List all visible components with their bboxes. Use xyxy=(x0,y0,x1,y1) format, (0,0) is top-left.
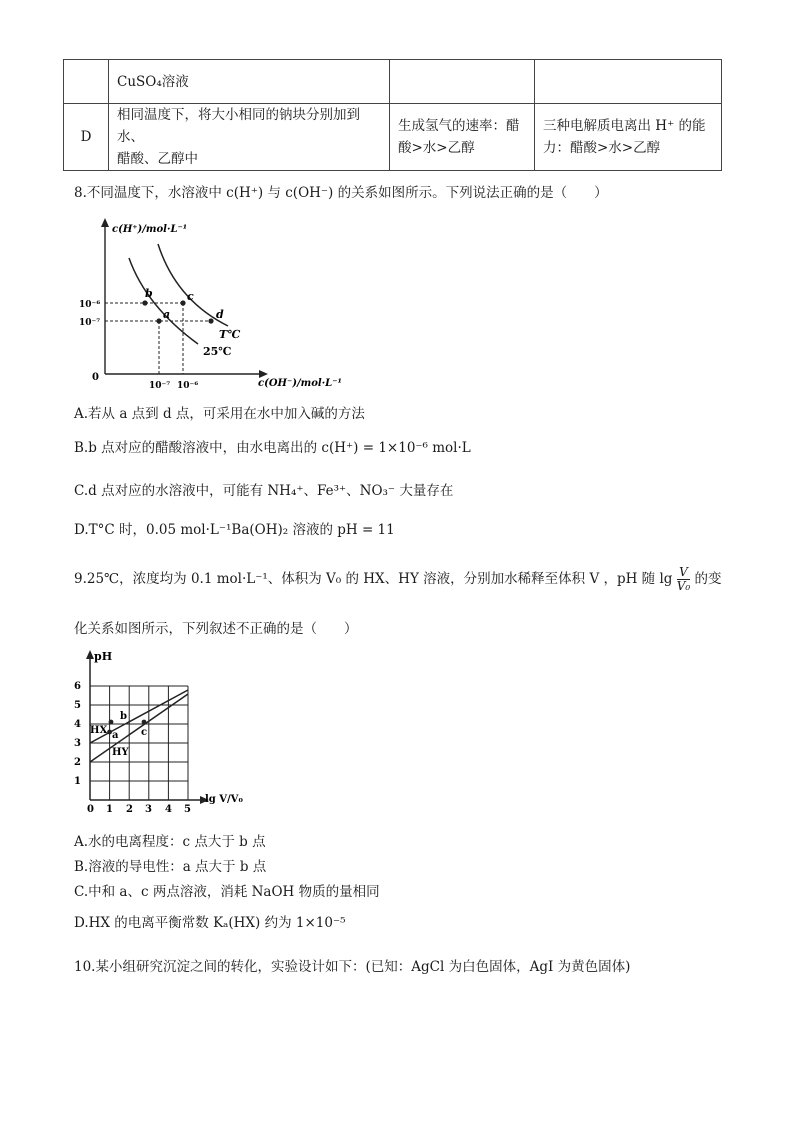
q9-grid xyxy=(90,686,188,800)
q9-x-tick: 2 xyxy=(126,804,133,815)
table-cell: D xyxy=(64,104,109,171)
question-9-stem-line2: 化关系如图所示，下列叙述不正确的是（ ） xyxy=(74,621,358,637)
q9-x-tick: 0 xyxy=(87,804,94,815)
q9-stem-fraction xyxy=(677,566,690,593)
q9-y-tick: 1 xyxy=(74,776,81,787)
q9-x-tick: 3 xyxy=(145,804,152,815)
q9-stem-part1: 9.25℃，浓度均为 0.1 mol·L⁻¹、体积为 V₀ 的 HX、HY 溶液，分别加水稀释至体积 V ，pH 随 lg xyxy=(74,571,673,587)
q9-y-arrow xyxy=(86,650,94,659)
q9-y-tick: 5 xyxy=(74,700,81,711)
q8-point-label: a xyxy=(163,308,171,321)
q8-origin: 0 xyxy=(92,372,99,383)
q9-point-b xyxy=(109,720,114,725)
q8-y-arrow xyxy=(101,218,109,227)
q8-point-a xyxy=(156,318,161,323)
cell-line: 生成氢气的速率：醋 xyxy=(398,118,520,134)
q9-x-tick: 4 xyxy=(165,804,172,815)
cell-line: 醋酸、乙醇中 xyxy=(117,151,198,167)
q9-series-label: HY xyxy=(112,747,129,758)
q8-point-label: b xyxy=(145,287,153,300)
q8-point-label: c xyxy=(187,290,194,303)
q8-option-b: B.b 点对应的醋酸溶液中，由水电离出的 c(H⁺) = 1×10⁻⁶ mol·L xyxy=(74,440,471,456)
table-cell xyxy=(535,104,722,171)
q9-option-a: A.水的电离程度：c 点大于 b 点 xyxy=(74,834,266,850)
q9-point-label: a xyxy=(112,730,119,741)
q9-y-label: pH xyxy=(94,650,113,663)
table-cell xyxy=(109,104,390,171)
table-cell xyxy=(390,60,535,104)
table-cell xyxy=(390,104,535,171)
question-9-stem xyxy=(74,566,722,593)
q9-x-tick: 1 xyxy=(106,804,113,815)
cell-line: 力：醋酸>水>乙醇 xyxy=(543,140,661,156)
q9-y-tick: 6 xyxy=(74,681,81,692)
q9-stem-part2: 的变 xyxy=(694,571,722,587)
q9-point-label: b xyxy=(120,711,127,722)
q9-point-c xyxy=(142,720,147,725)
q8-curve-label: T℃ xyxy=(219,328,241,341)
q8-point-c xyxy=(180,300,185,305)
options-table xyxy=(63,59,722,171)
q8-x-label: c(OH⁻)/mol·L⁻¹ xyxy=(258,378,342,389)
cell-line: 相同温度下，将大小相同的钠块分别加到水、 xyxy=(117,107,360,145)
q9-figure xyxy=(72,646,252,818)
cell-line: 三种电解质电离出 H⁺ 的能 xyxy=(543,118,706,134)
q8-curve-label: 25℃ xyxy=(203,345,232,358)
q9-y-tick: 3 xyxy=(74,738,81,749)
q8-x-arrow xyxy=(259,370,268,378)
q8-point-label: d xyxy=(216,308,224,321)
q8-option-c: C.d 点对应的水溶液中，可能有 NH₄⁺、Fe³⁺、NO₃⁻ 大量存在 xyxy=(74,483,454,499)
q9-x-label: lg V/V₀ xyxy=(205,794,243,805)
q8-option-a: A.若从 a 点到 d 点，可采用在水中加入碱的方法 xyxy=(74,406,365,422)
q9-frac-num: V xyxy=(677,566,690,580)
table-cell xyxy=(64,60,109,104)
q8-figure xyxy=(78,214,348,394)
question-8-stem: 8.不同温度下，水溶液中 c(H⁺) 与 c(OH⁻) 的关系如图所示。下列说法正确的是（ ） xyxy=(74,185,608,201)
table-cell: CuSO₄溶液 xyxy=(109,60,390,104)
q8-point-d xyxy=(208,318,213,323)
table-cell xyxy=(535,60,722,104)
q9-option-b: B.溶液的导电性：a 点大于 b 点 xyxy=(74,859,267,875)
q8-y-tick: 10⁻⁷ xyxy=(79,318,101,328)
q8-x-tick: 10⁻⁷ xyxy=(149,381,171,391)
q9-option-c: C.中和 a、c 两点溶液，消耗 NaOH 物质的量相同 xyxy=(74,884,380,900)
q8-y-tick: 10⁻⁶ xyxy=(79,300,101,310)
q9-x-tick: 5 xyxy=(184,804,191,815)
q8-option-d: D.T°C 时，0.05 mol·L⁻¹Ba(OH)₂ 溶液的 pH = 11 xyxy=(74,522,395,538)
q9-frac-den: V₀ xyxy=(676,579,691,593)
cell-line: 酸>水>乙醇 xyxy=(398,140,475,156)
q9-series-label: HX xyxy=(90,725,108,736)
q8-y-label: c(H⁺)/mol·L⁻¹ xyxy=(112,224,188,235)
q9-y-tick: 2 xyxy=(74,757,81,768)
q9-option-d: D.HX 的电离平衡常数 Kₐ(HX) 约为 1×10⁻⁵ xyxy=(74,915,346,931)
q8-point-b xyxy=(142,300,147,305)
q8-x-tick: 10⁻⁶ xyxy=(177,381,199,391)
question-10-stem: 10.某小组研究沉淀之间的转化，实验设计如下：(已知：AgCl 为白色固体，AgI 为黄色固体) xyxy=(74,959,631,975)
q9-y-tick: 4 xyxy=(74,719,81,730)
q9-point-label: c xyxy=(141,727,148,738)
